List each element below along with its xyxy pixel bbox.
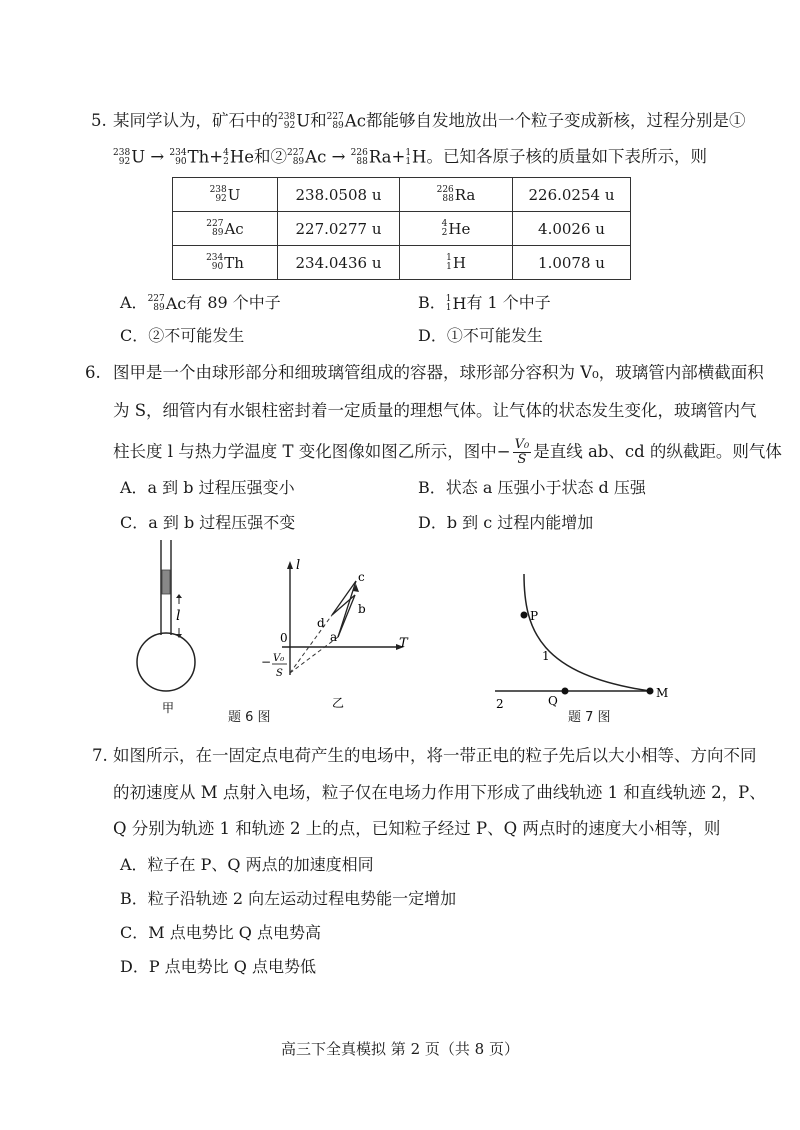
t-axis-label: T (399, 636, 408, 651)
point-a-label: a (330, 630, 338, 644)
table-row (173, 212, 631, 246)
table-cell-nuclide: 226 88 Ra (400, 178, 513, 212)
mercury-column (162, 570, 170, 594)
page-footer: 高三下全真模拟 第 2 页（共 8 页） (281, 1040, 519, 1058)
caption-yi: 乙 (332, 696, 345, 710)
nuclide-He: 4 2 He (223, 147, 254, 167)
q7-number: 7. (92, 746, 108, 765)
v0-over-s-fraction: $\frac{\text{V₀}}{S}$ (514, 437, 530, 467)
arrow-2: → (331, 147, 346, 166)
table-cell-mass: 227.0277 u (278, 212, 400, 246)
table-cell-mass: 1.0078 u (513, 246, 631, 280)
intercept-minus: − (261, 655, 272, 669)
table-row (173, 246, 631, 280)
q7-option-d[interactable]: D．P 点电势比 Q 点电势低 (120, 957, 316, 976)
label-p: P (530, 609, 539, 623)
q7-line-1: 如图所示，在一固定点电荷产生的电场中，将一带正电的粒子先后以大小相等、方向不同 (113, 746, 757, 765)
q7-line-2: 的初速度从 M 点射入电场，粒子仅在电场力作用下形成了曲线轨迹 1 和直线轨迹 2，P、 (113, 783, 766, 802)
bulb (137, 633, 195, 691)
fig7-caption: 题 7 图 (568, 710, 611, 725)
point-b-label: b (358, 602, 366, 616)
table-cell-nuclide: 1 1 H (400, 246, 513, 280)
q5-option-c[interactable]: C．②不可能发生 (120, 326, 245, 345)
label-m: M (656, 686, 669, 700)
q5-option-a[interactable]: A． 227 89 Ac有 89 个中子 (120, 293, 281, 313)
figure-7 (490, 570, 700, 710)
point-m (647, 688, 654, 695)
table-cell-nuclide: 4 2 He (400, 212, 513, 246)
l-axis-label: l (296, 558, 301, 573)
table-cell-nuclide: 234 90 Th (173, 246, 278, 280)
q6-line-2: 为 S，细管内有水银柱密封着一定质量的理想气体。让气体的状态发生变化，玻璃管内气 (113, 401, 757, 420)
q7-option-a[interactable]: A．粒子在 P、Q 两点的加速度相同 (120, 855, 374, 874)
point-c-label: c (358, 570, 365, 584)
label-track-1: 1 (542, 649, 550, 663)
table-row (173, 178, 631, 212)
intercept-v0: V₀ (273, 653, 285, 664)
nuclide-Ac: 227 89 Ac (286, 147, 327, 167)
nuclide-Th: 234 90 Th (169, 147, 210, 167)
q5-line-1: 某同学认为，矿石中的 238 92 U和 227 89 Ac都能够自发地放出一个粒子变成新核，过程分别是① (113, 111, 746, 131)
q6-option-b[interactable]: B．状态 a 压强小于状态 d 压强 (418, 478, 646, 497)
q5-line-2: 238 92 U → 234 90 Th+ 4 2 He和② 227 89 Ac → 226 88 Ra+ 1 1 H。已知各原子核的质量如下表所示，则 (113, 147, 707, 167)
table-cell-mass: 238.0508 u (278, 178, 400, 212)
table-cell-nuclide: 238 92 U (173, 178, 278, 212)
caption-jia: 甲 (162, 701, 175, 715)
q7-option-b[interactable]: B．粒子沿轨迹 2 向左运动过程电势能一定增加 (120, 889, 457, 908)
nuclide-H: 1 1 H (405, 147, 427, 167)
dashed-cd (290, 615, 332, 673)
table-cell-nuclide: 227 89 Ac (173, 212, 278, 246)
label-q: Q (548, 694, 558, 708)
arrow-1: → (150, 147, 165, 166)
q6-option-d[interactable]: D．b 到 c 过程内能增加 (418, 513, 594, 532)
q6-option-c[interactable]: C．a 到 b 过程压强不变 (120, 513, 296, 532)
figure-yi (260, 555, 420, 715)
q6-option-a[interactable]: A．a 到 b 过程压强变小 (120, 478, 295, 497)
figure-jia (125, 540, 215, 720)
q6-line-3: 柱长度 l 与热力学温度 T 变化图像如图乙所示，图中− $\frac{\text{V₀}}{S}$ 是直线 ab、cd 的纵截距。则气体 (113, 437, 782, 467)
point-d-label: d (317, 616, 325, 630)
label-l: l (176, 608, 181, 624)
point-q (562, 688, 569, 695)
track-1 (524, 574, 650, 691)
table-cell-mass: 4.0026 u (513, 212, 631, 246)
q6-line-1: 图甲是一个由球形部分和细玻璃管组成的容器，球形部分容积为 V₀，玻璃管内部横截面积 (113, 363, 764, 382)
mass-table (172, 177, 631, 280)
table-cell-mass: 234.0436 u (278, 246, 400, 280)
q7-option-c[interactable]: C．M 点电势比 Q 点电势高 (120, 923, 322, 942)
q7-line-3: Q 分别为轨迹 1 和轨迹 2 上的点，已知粒子经过 P、Q 两点时的速度大小相等，则 (113, 819, 721, 838)
table-cell-mass: 226.0254 u (513, 178, 631, 212)
point-p (521, 612, 528, 619)
nuclide-U: 238 92 U (113, 147, 146, 167)
fig6-caption: 题 6 图 (228, 710, 271, 725)
q5-option-b[interactable]: B． 1 1 H有 1 个中子 (418, 293, 551, 313)
label-track-2: 2 (496, 697, 504, 710)
segment-bc-left (338, 581, 356, 637)
q5-option-d[interactable]: D．①不可能发生 (418, 326, 543, 345)
q6-number: 6. (85, 363, 101, 382)
intercept-s: S (276, 668, 283, 679)
nuclide-Ra: 226 88 Ra (350, 147, 392, 167)
nuclide-U: 238 92 U (278, 111, 311, 131)
q5-number: 5. (91, 111, 107, 130)
nuclide-Ac: 227 89 Ac (326, 111, 366, 131)
origin-label: 0 (280, 631, 288, 645)
